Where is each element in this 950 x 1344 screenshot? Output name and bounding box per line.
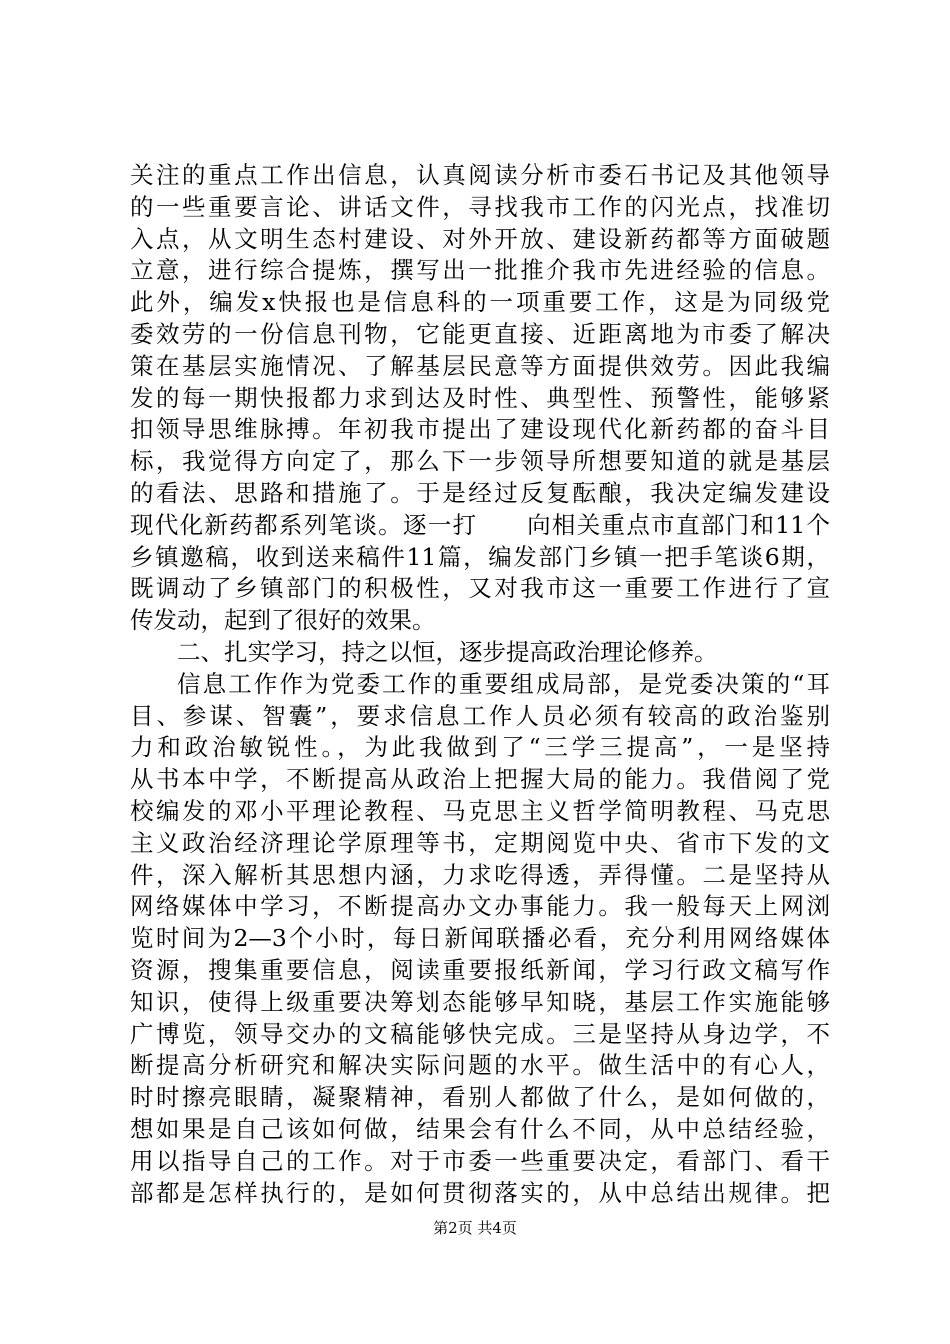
text-line: 览时间为2—3个小时，每日新闻联播必看，充分利用网络媒体 [130,924,830,953]
text-line: 现代化新药都系列笔谈。逐一打 向相关重点市直部门和11个 [130,510,830,539]
text-line: 策在基层实施情况、了解基层民意等方面提供效劳。因此我编 [130,351,830,380]
text-line: 的一些重要言论、讲话文件，寻找我市工作的闪光点，找准切 [130,192,830,221]
text-line: 入点，从文明生态村建设、对外开放、建设新药都等方面破题 [130,224,830,253]
text-line: 从书本中学，不断提高从政治上把握大局的能力。我借阅了党 [130,765,830,794]
text-line: 网络媒体中学习，不断提高办文办事能力。我一般每天上网浏 [130,892,830,921]
text-line: 部都是怎样执行的，是如何贯彻落实的，从中总结出规律。把 [130,1178,830,1207]
text-line: 的看法、思路和措施了。于是经过反复酝酿，我决定编发建设 [130,478,830,507]
text-line: 主义政治经济理论学原理等书，定期阅览中央、省市下发的文 [130,828,830,857]
text-line: 发的每一期快报都力求到达及时性、典型性、预警性，能够紧 [130,383,830,412]
text-line: 目、参谋、智囊”，要求信息工作人员必须有较高的政治鉴别 [130,701,830,730]
text-line: 用以指导自己的工作。对于市委一些重要决定，看部门、看干 [130,1146,830,1175]
text-line: 件，深入解析其思想内涵，力求吃得透，弄得懂。二是坚持从 [130,860,830,889]
text-line: 传发动，起到了很好的效果。 [130,606,436,635]
text-line: 标，我觉得方向定了，那么下一步领导所想要知道的就是基层 [130,447,830,476]
section-heading: 二、扎实学习，持之以恒，逐步提高政治理论修养。 [177,637,718,666]
text-line: 立意，进行综合提炼，撰写出一批推介我市先进经验的信息。 [130,256,830,285]
text-line: 知识，使得上级重要决筹划态能够早知晓，基层工作实施能够 [130,987,830,1016]
text-line: 关注的重点工作出信息，认真阅读分析市委石书记及其他领导 [130,161,830,189]
text-line: 委效劳的一份信息刊物，它能更直接、近距离地为市委了解决 [130,319,830,348]
text-line: 此外，编发x快报也是信息科的一项重要工作，这是为同级党 [130,288,830,317]
document-body [130,160,830,1209]
text-line: 力和政治敏锐性。，为此我做到了“三学三提高”，一是坚持 [130,733,830,762]
text-line: 信息工作作为党委工作的重要组成局部，是党委决策的“耳 [177,669,830,698]
text-line: 想如果是自己该如何做，结果会有什么不同，从中总结经验， [130,1114,830,1143]
text-line: 校编发的邓小平理论教程、马克思主义哲学简明教程、马克思 [130,796,830,825]
text-line: 断提高分析研究和解决实际问题的水平。做生活中的有心人， [130,1051,830,1080]
text-line: 乡镇邀稿，收到送来稿件11篇，编发部门乡镇一把手笔谈6期， [130,542,830,571]
text-line: 广博览，领导交办的文稿能够快完成。三是坚持从身边学，不 [130,1019,830,1048]
text-line: 扣领导思维脉搏。年初我市提出了建设现代化新药都的奋斗目 [130,415,830,444]
text-line: 资源，搜集重要信息，阅读重要报纸新闻，学习行政文稿写作 [130,955,830,984]
text-line: 时时擦亮眼睛，凝聚精神，看别人都做了什么，是如何做的， [130,1083,830,1112]
page-number-footer: 第2页 共4页 [433,1219,517,1237]
text-line: 既调动了乡镇部门的积极性，又对我市这一重要工作进行了宣 [130,574,830,603]
